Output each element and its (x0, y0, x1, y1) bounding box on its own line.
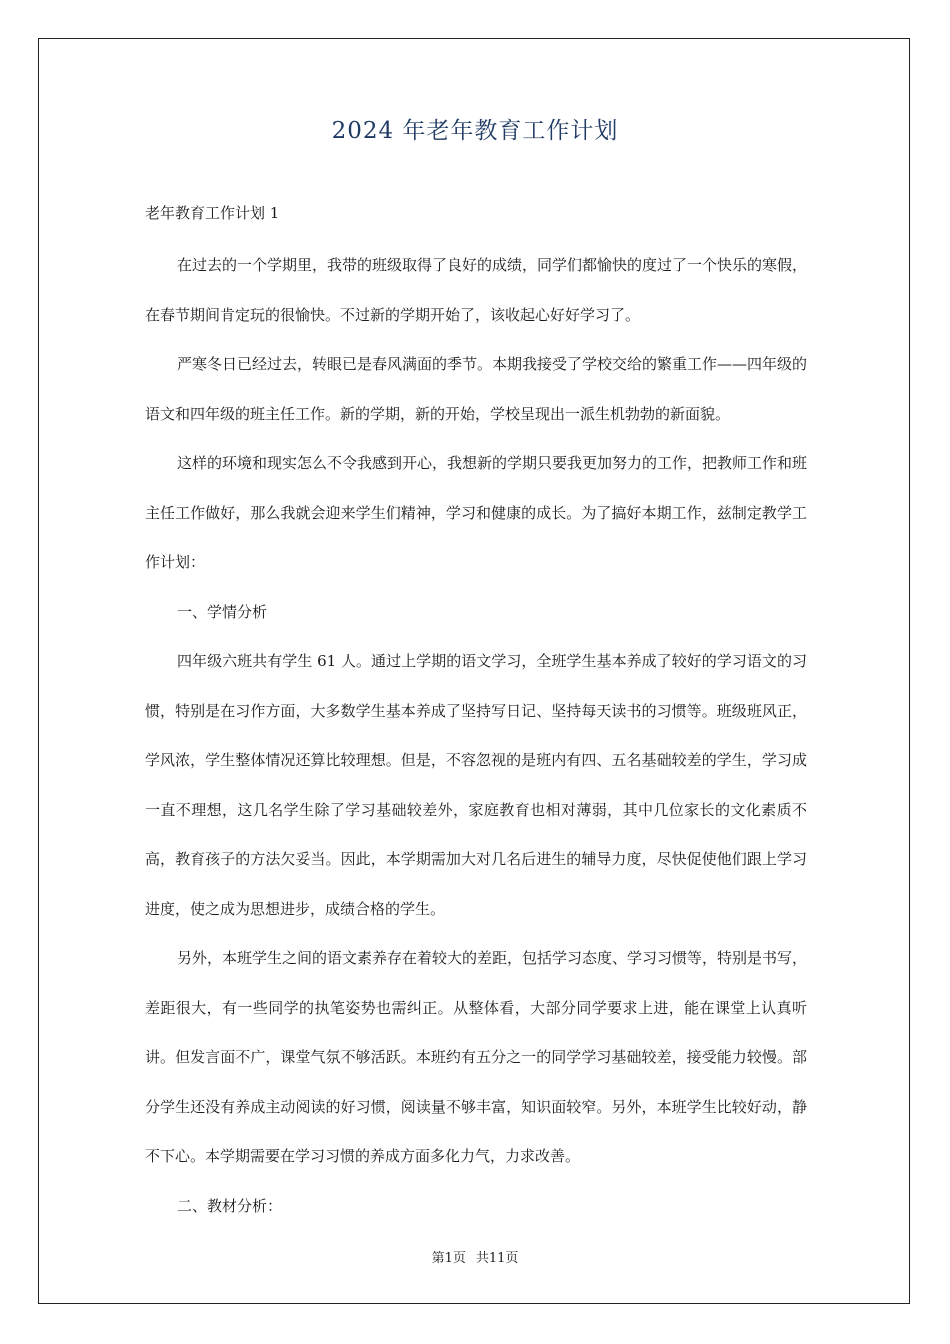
page-total: 共11页 (475, 1251, 519, 1266)
paragraph: 这样的环境和现实怎么不令我感到开心，我想新的学期只要我更加努力的工作，把教师工作和班主任工作做好，那么我就会迎来学生们精神，学习和健康的成长。为了搞好本期工作，兹制定教学工作计划： (145, 454, 808, 571)
document-title: 2024 年老年教育工作计划 (331, 118, 619, 144)
subheading-learning-analysis: 一、学情分析 (177, 602, 268, 621)
subheading-textbook-analysis: 二、教材分析： (177, 1196, 283, 1215)
page-number: 第1页 (431, 1251, 466, 1266)
document-body (145, 201, 807, 1231)
paragraph: 在过去的一个学期里，我带的班级取得了良好的成绩，同学们都愉快的度过了一个快乐的寒假，在春节期间肯定玩的很愉快。不过新的学期开始了，该收起心好好学习了。 (145, 256, 808, 324)
paragraph: 四年级六班共有学生 61 人。通过上学期的语文学习，全班学生基本养成了较好的学习语文的习惯，特别是在习作方面，大多数学生基本养成了坚持写日记、坚持每天读书的习惯等。班级班风正，学风浓，学生整体情况还算比较理想。但是，不容忽视的是班内有四、五名基础较差的学生，学习成一直不理想，这几名学生除了学习基础较差外，家庭教育也相对薄弱，其中几位家长的文化素质不高，教育孩子的方法欠妥当。因此，本学期需加大对几名后进生的辅导力度，尽快促使他们跟上学习进度，使之成为思想进步，成绩合格的学生。 (145, 652, 807, 918)
page-footer (0, 1247, 950, 1266)
paragraph: 严寒冬日已经过去，转眼已是春风满面的季节。本期我接受了学校交给的繁重工作——四年级的语文和四年级的班主任工作。新的学期，新的开始，学校呈现出一派生机勃勃的新面貌。 (145, 355, 808, 423)
section-title: 老年教育工作计划 1 (145, 204, 280, 222)
paragraph: 另外，本班学生之间的语文素养存在着较大的差距，包括学习态度、学习习惯等，特别是书写，差距很大，有一些同学的执笔姿势也需纠正。从整体看，大部分同学要求上进，能在课堂上认真听讲。但发言面不广，课堂气氛不够活跃。本班约有五分之一的同学学习基础较差，接受能力较慢。部分学生还没有养成主动阅读的好习惯，阅读量不够丰富，知识面较窄。另外，本班学生比较好动，静不下心。本学期需要在学习习惯的养成方面多化力气，力求改善。 (145, 949, 808, 1165)
